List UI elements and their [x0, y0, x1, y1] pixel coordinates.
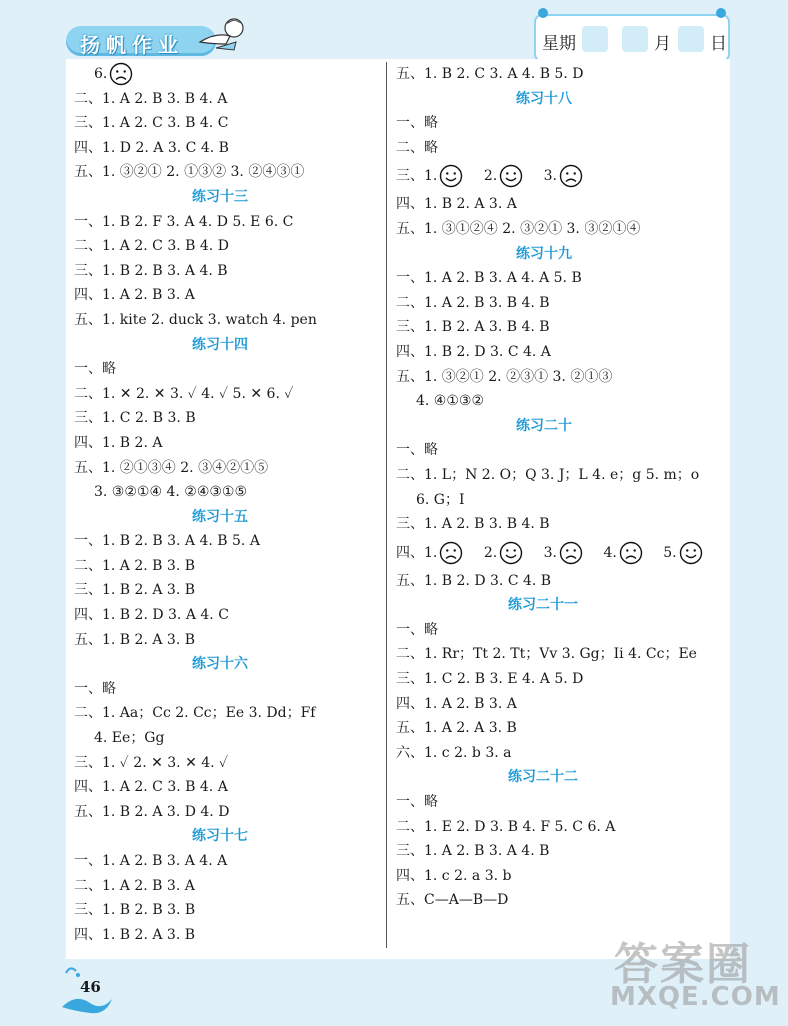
answer-line: 五、1. ③①②④ 2. ③②① 3. ③②①④	[396, 220, 641, 237]
section-heading: 练习二十二	[508, 769, 578, 786]
answer-line: 四、1. A 2. B 3. A	[74, 287, 195, 304]
answer-line: 四、1. c 2. a 3. b	[396, 867, 512, 884]
page-header	[0, 0, 788, 62]
date-month-slot	[622, 26, 648, 52]
sad-face-icon	[619, 541, 643, 565]
happy-face-icon	[439, 164, 463, 188]
sad-face-icon	[439, 541, 463, 565]
answer-line: 五、1. B 2. C 3. A 4. B 5. D	[396, 66, 584, 82]
pin-icon	[538, 8, 548, 18]
answer-line: 六、1. c 2. b 3. a	[396, 744, 512, 761]
answer-line: 五、1. ③②① 2. ①③② 3. ②④③①	[74, 164, 305, 181]
section-heading: 练习十五	[192, 508, 248, 525]
sad-face-icon	[559, 164, 583, 188]
brand-banner	[66, 26, 216, 56]
answer-line: 五、1. B 2. D 3. C 4. B	[396, 572, 552, 589]
answer-line: 一、1. B 2. B 3. A 4. B 5. A	[74, 533, 260, 550]
answer-line: 一、略	[396, 115, 438, 132]
answer-line: 四、1. D 2. A 3. C 4. B	[74, 139, 229, 156]
answer-line: 三、1. A 2. C 3. B 4. C	[74, 115, 229, 132]
answer-line: 五、1. B 2. A 3. B	[74, 631, 196, 648]
answer-line: 四、1. B 2. A 3. B	[74, 926, 196, 943]
answer-line: 6. G；I	[416, 491, 465, 508]
answer-line: 二、1. ✕ 2. ✕ 3. ✓ 4. ✓ 5. ✕ 6. ✓	[74, 385, 294, 402]
answer-line: 二、1. Aa；Cc 2. Cc；Ee 3. Dd；Ff	[74, 705, 316, 722]
answer-line: 3. ③②①④ 4. ②④③①⑤	[94, 484, 248, 501]
sad-face-icon	[559, 541, 583, 565]
answer-line: 三、1. C 2. B 3. B	[74, 410, 196, 427]
section-heading: 练习二十一	[508, 597, 578, 614]
mascot-icon	[196, 14, 246, 56]
column-divider	[386, 62, 387, 948]
answer-line: 一、1. B 2. F 3. A 4. D 5. E 6. C	[74, 213, 294, 230]
answer-line: 二、1. A 2. C 3. B 4. D	[74, 238, 229, 255]
section-heading: 练习十九	[516, 245, 572, 262]
date-day-label: 日	[710, 34, 727, 54]
answer-line: 一、略	[396, 442, 438, 459]
answer-line: 4. Ee；Gg	[94, 730, 165, 747]
section-heading: 练习十八	[516, 90, 572, 107]
pin-icon	[716, 8, 726, 18]
answer-line: 四、1. A 2. C 3. B 4. A	[74, 779, 228, 796]
section-heading: 练习十六	[192, 656, 248, 673]
answer-line: 三、1. B 2. A 3. B 4. B	[396, 319, 550, 336]
answer-line: 三、1. B 2. B 3. B	[74, 902, 196, 919]
answer-line: 三、1. B 2. A 3. B	[74, 582, 196, 599]
answer-line: 五、1. ③②① 2. ②③① 3. ②①③	[396, 368, 613, 385]
date-box	[534, 14, 730, 62]
answer-line: 二、1. Rr；Tt 2. Tt；Vv 3. Gg；Ii 4. Cc；Ee	[396, 646, 697, 663]
right-column	[396, 62, 726, 913]
section-heading: 练习二十	[516, 417, 572, 434]
answer-line: 三、1. ✓ 2. ✕ 3. ✕ 4. ✓	[74, 754, 229, 771]
answer-line: 6.	[74, 62, 384, 87]
answer-line: 三、1. C 2. B 3. E 4. A 5. D	[396, 671, 584, 688]
answer-line: 五、1. ②①③④ 2. ③④②①⑤	[74, 459, 269, 476]
answer-line: 二、1. E 2. D 3. B 4. F 5. C 6. A	[396, 818, 616, 835]
answer-line: 一、略	[396, 794, 438, 811]
answer-line: 二、1. A 2. B 3. B 4. A	[74, 90, 228, 107]
answer-line: 二、1. A 2. B 3. A	[74, 877, 195, 894]
answer-line: 三、1. B 2. B 3. A 4. B	[74, 262, 228, 279]
answer-line: 一、略	[396, 621, 438, 638]
date-day-slot	[678, 26, 704, 52]
left-column	[74, 62, 384, 947]
section-heading: 练习十七	[192, 828, 248, 845]
brand-title: 扬帆作业	[80, 33, 184, 57]
answer-line: 一、略	[74, 361, 116, 378]
answer-line: 二、略	[396, 139, 438, 156]
answer-line: 五、C—A—B—D	[396, 892, 509, 909]
sad-face-icon	[109, 62, 133, 86]
date-month-label: 月	[654, 34, 671, 54]
section-heading: 练习十四	[192, 336, 248, 353]
answer-line: 四、1. A 2. B 3. A	[396, 695, 517, 712]
answer-line: 一、1. A 2. B 3. A 4. A 5. B	[396, 270, 582, 287]
watermark-logo: 答案圈 MXQE.COM	[610, 939, 781, 1012]
answer-line: 四、1. B 2. D 3. A 4. C	[74, 607, 229, 624]
answer-line: 五、1. B 2. A 3. D 4. D	[74, 803, 230, 820]
answer-line: 五、1. A 2. A 3. B	[396, 720, 517, 737]
answer-line: 二、1. A 2. B 3. B 4. B	[396, 294, 550, 311]
section-heading: 练习十三	[192, 188, 248, 205]
answer-line: 一、略	[74, 680, 116, 697]
answer-line: 四、1. B 2. D 3. C 4. A	[396, 343, 551, 360]
date-week-slot	[582, 26, 608, 52]
answer-line: 一、1. A 2. B 3. A 4. A	[74, 853, 228, 869]
answer-line: 四、1. B 2. A	[74, 434, 163, 451]
date-week-label: 星期	[542, 34, 576, 54]
answer-line: 4. ④①③②	[416, 393, 485, 410]
answer-line: 四、1. 2. 3. 4. 5.	[396, 537, 726, 569]
answer-line: 二、1. A 2. B 3. B	[74, 557, 196, 574]
answer-line: 五、1. kite 2. duck 3. watch 4. pen	[74, 311, 317, 328]
answer-line: 三、1. 2. 3.	[396, 160, 726, 192]
answer-line: 三、1. A 2. B 3. A 4. B	[396, 843, 550, 860]
happy-face-icon	[499, 164, 523, 188]
happy-face-icon	[499, 541, 523, 565]
answer-line: 二、1. L；N 2. O；Q 3. J；L 4. e；g 5. m；o	[396, 466, 700, 483]
answer-line: 四、1. B 2. A 3. A	[396, 196, 517, 213]
happy-face-icon	[679, 541, 703, 565]
page-number: 46	[80, 978, 101, 996]
answer-line: 三、1. A 2. B 3. B 4. B	[396, 516, 550, 533]
